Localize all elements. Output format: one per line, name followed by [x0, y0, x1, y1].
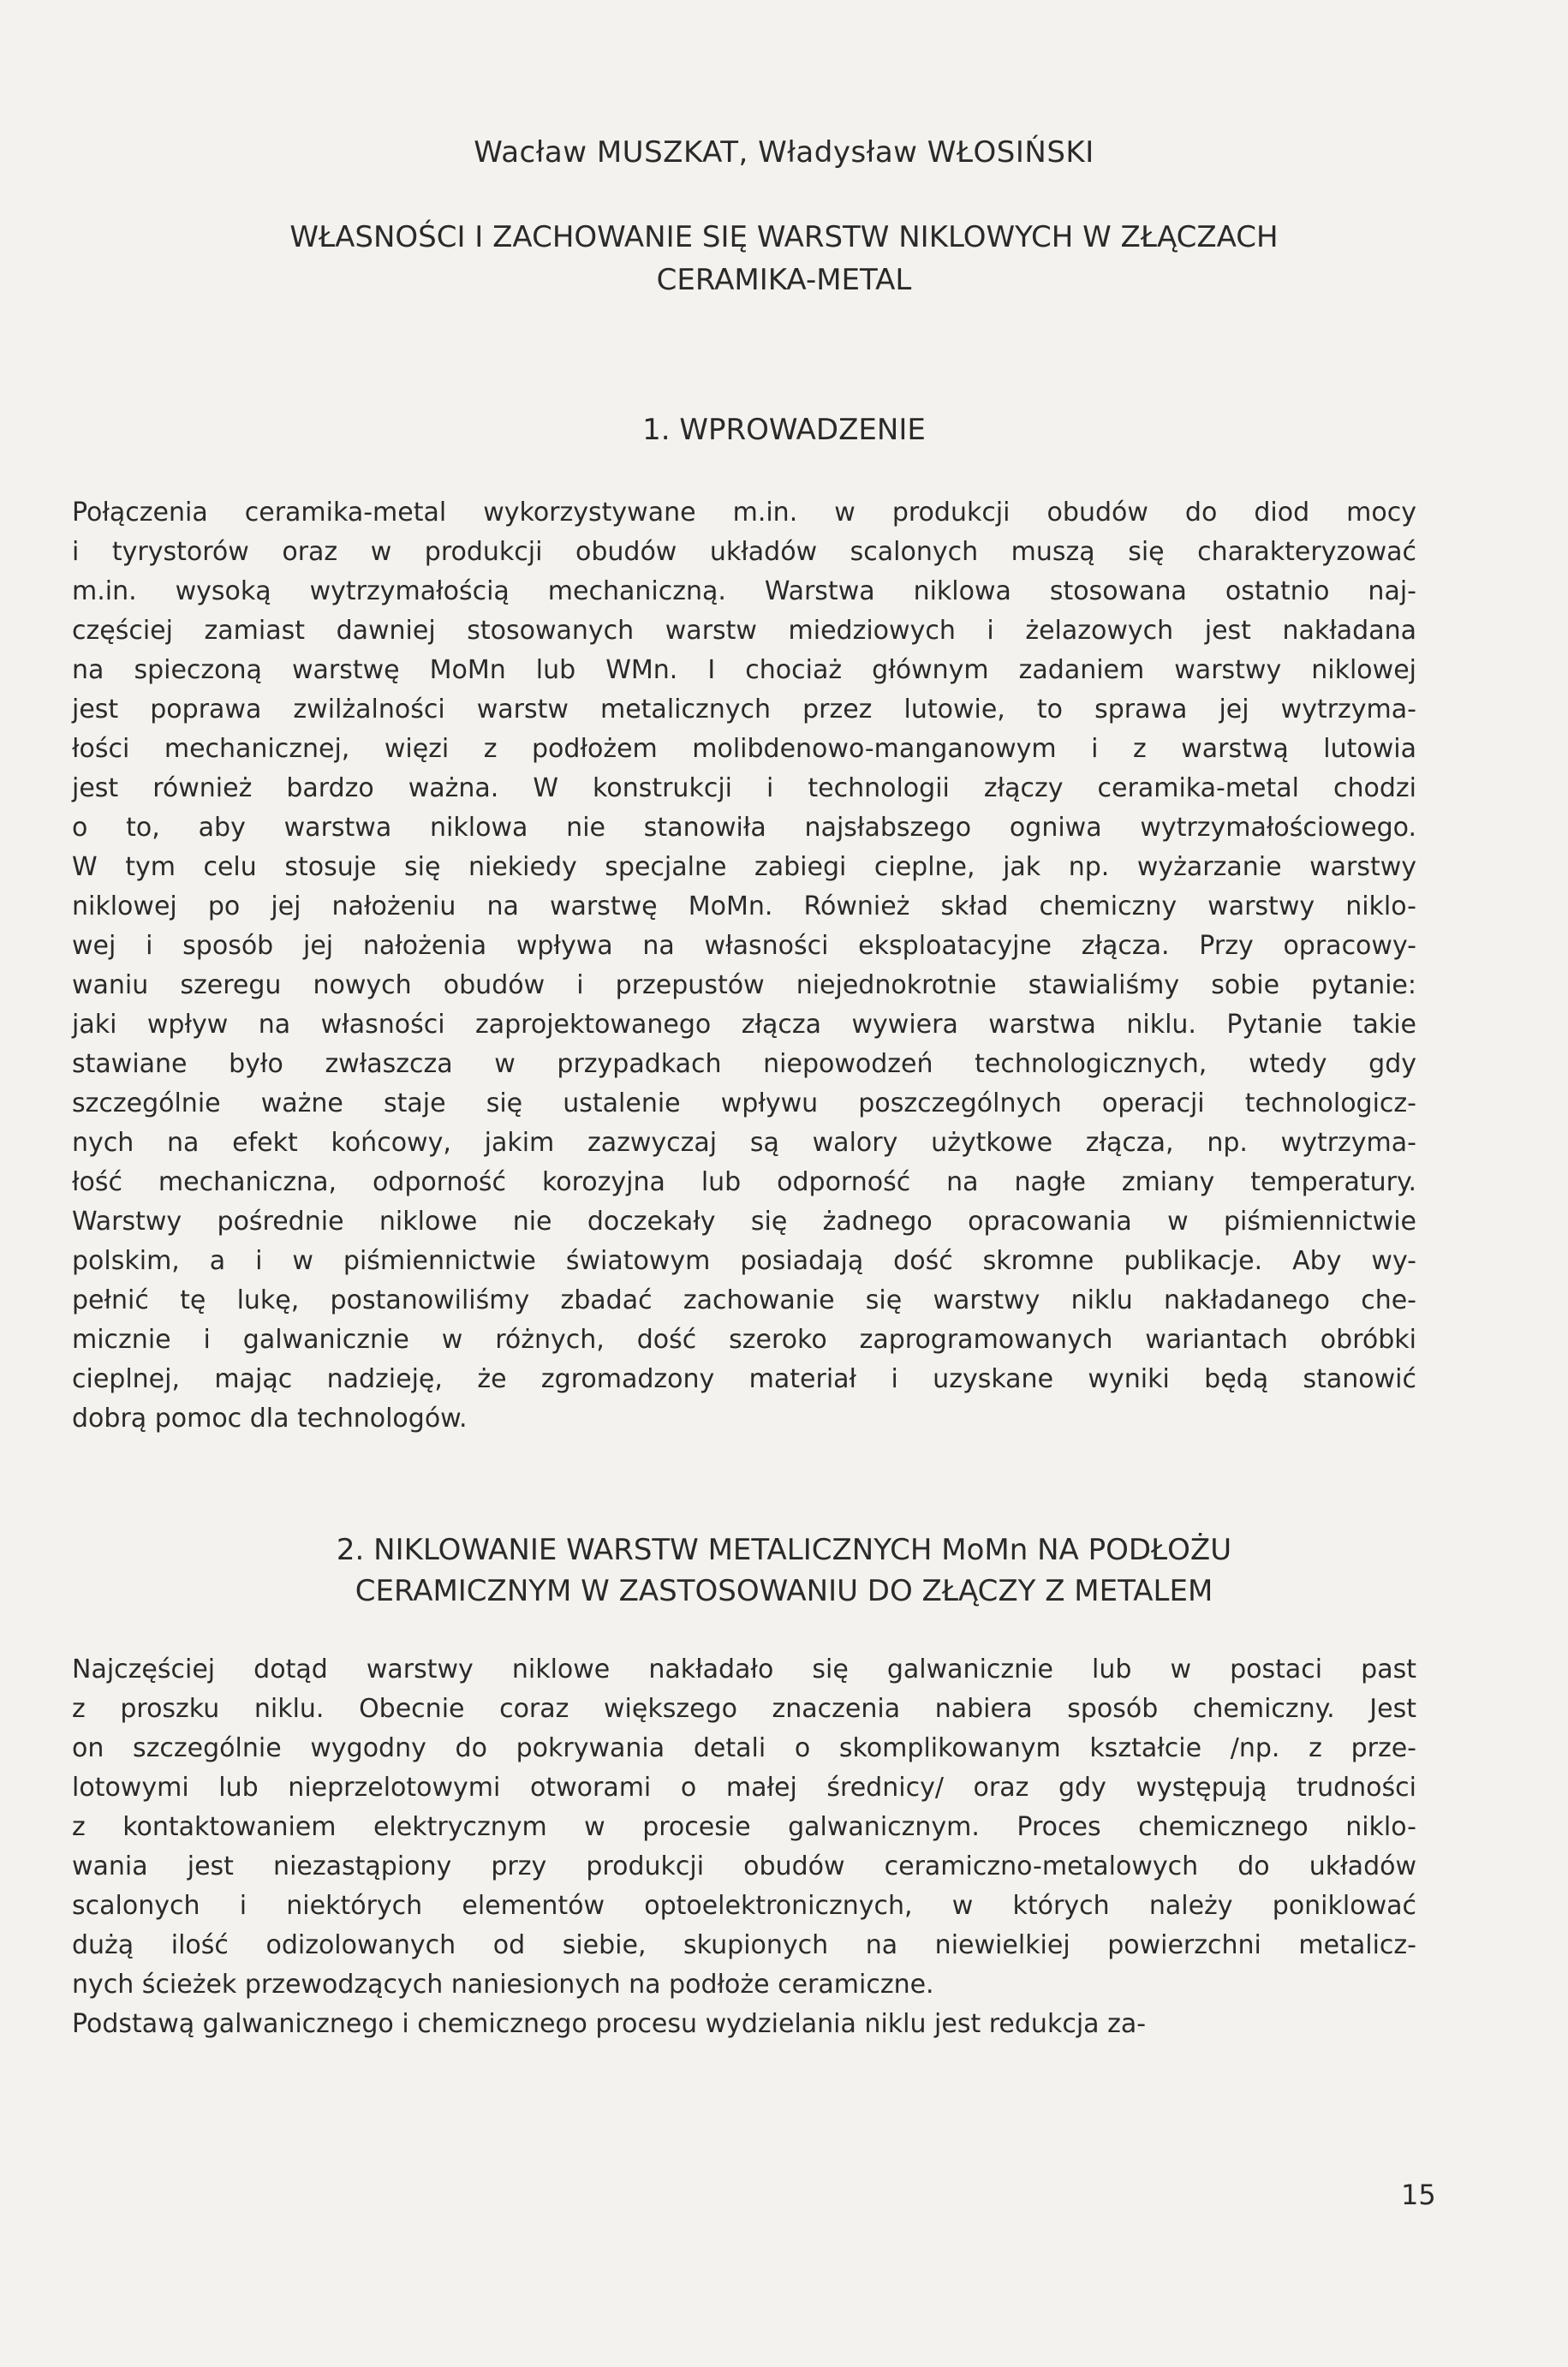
text-line: waniu szeregu nowych obudów i przepustów niejednokrotnie stawialiśmy sobie pytanie: — [72, 970, 1416, 1000]
text-line: o to, aby warstwa niklowa nie stanowiła najsłabszego ogniwa wytrzymałościowego. — [72, 813, 1416, 843]
text-line: łości mechanicznej, więzi z podłożem molibdenowo-manganowym i z warstwą lutowia — [72, 734, 1416, 764]
text-line: nych ścieżek przewodzących naniesionych na podłoże ceramiczne. — [72, 1970, 934, 2000]
paper-title — [0, 216, 1568, 301]
text-line: Najczęściej dotąd warstwy niklowe nakładało się galwanicznie lub w postaci past — [72, 1655, 1416, 1684]
text-line: i tyrystorów oraz w produkcji obudów układów scalonych muszą się charakteryzować — [72, 537, 1416, 567]
text-line: jaki wpływ na własności zaprojektowanego złącza wywiera warstwa niklu. Pytanie takie — [72, 1010, 1416, 1040]
section-2-body — [72, 1650, 1416, 2044]
text-line: z kontaktowaniem elektrycznym w procesie galwanicznym. Proces chemicznego niklo- — [72, 1812, 1416, 1842]
text-line: niklowej po jej nałożeniu na warstwę MoMn. Również skład chemiczny warstwy niklo- — [72, 891, 1416, 921]
text-line: dobrą pomoc dla technologów. — [72, 1404, 468, 1434]
text-line: scalonych i niektórych elementów optoelektronicznych, w których należy poniklować — [72, 1891, 1416, 1921]
section-1-body — [72, 493, 1416, 1439]
section-2-heading — [0, 1529, 1568, 1612]
text-line: cieplnej, mając nadzieję, że zgromadzony materiał i uzyskane wyniki będą stanowić — [72, 1364, 1416, 1394]
text-line: dużą ilość odizolowanych od siebie, skupionych na niewielkiej powierzchni metalicz- — [72, 1930, 1416, 1960]
text-line: jest również bardzo ważna. W konstrukcji i technologii złączy ceramika-metal chodzi — [72, 773, 1416, 803]
page-number: 15 — [1401, 2179, 1436, 2211]
section-1-heading: 1. WPROWADZENIE — [642, 413, 926, 447]
section-2-heading-line: 2. NIKLOWANIE WARSTW METALICZNYCH MoMn NA PODŁOŻU — [336, 1533, 1232, 1567]
text-line: W tym celu stosuje się niekiedy specjalne zabiegi cieplne, jak np. wyżarzanie warstwy — [72, 852, 1416, 882]
text-line: on szczególnie wygodny do pokrywania detali o skomplikowanym kształcie /np. z prze- — [72, 1733, 1416, 1763]
section-2-heading-line: CERAMICZNYM W ZASTOSOWANIU DO ZŁĄCZY Z METALEM — [355, 1574, 1213, 1608]
text-line: wania jest niezastąpiony przy produkcji obudów ceramiczno-metalowych do układów — [72, 1851, 1416, 1881]
title-line: WŁASNOŚCI I ZACHOWANIE SIĘ WARSTW NIKLOWYCH W ZŁĄCZACH — [289, 220, 1279, 254]
text-line: Warstwy pośrednie niklowe nie doczekały się żadnego opracowania w piśmiennictwie — [72, 1207, 1416, 1237]
text-line: lotowymi lub nieprzelotowymi otworami o małej średnicy/ oraz gdy występują trudności — [72, 1773, 1416, 1803]
text-line: m.in. wysoką wytrzymałością mechaniczną. Warstwa niklowa stosowana ostatnio naj- — [72, 576, 1416, 606]
text-line: z proszku niklu. Obecnie coraz większego znaczenia nabiera sposób chemiczny. Jest — [72, 1694, 1416, 1724]
text-line: szczególnie ważne staje się ustalenie wpływu poszczególnych operacji technologicz- — [72, 1088, 1416, 1118]
text-line: micznie i galwanicznie w różnych, dość szeroko zaprogramowanych wariantach obróbki — [72, 1325, 1416, 1355]
text-line: Podstawą galwanicznego i chemicznego procesu wydzielania niklu jest redukcja za- — [72, 2009, 1147, 2039]
title-line: CERAMIKA-METAL — [656, 263, 912, 297]
text-line: jest poprawa zwilżalności warstw metalicznych przez lutowie, to sprawa jej wytrzyma- — [72, 695, 1416, 724]
text-line: pełnić tę lukę, postanowiliśmy zbadać zachowanie się warstwy niklu nakładanego che- — [72, 1285, 1416, 1315]
authors: Wacław MUSZKAT, Władysław WŁOSIŃSKI — [474, 135, 1094, 170]
text-line: stawiane było zwłaszcza w przypadkach niepowodzeń technologicznych, wtedy gdy — [72, 1049, 1416, 1079]
text-line: polskim, a i w piśmiennictwie światowym posiadają dość skromne publikacje. Aby wy- — [72, 1246, 1416, 1276]
text-line: na spieczoną warstwę MoMn lub WMn. I chociaż głównym zadaniem warstwy niklowej — [72, 655, 1416, 685]
text-line: łość mechaniczna, odporność korozyjna lub odporność na nagłe zmiany temperatury. — [72, 1167, 1416, 1197]
text-line: wej i sposób jej nałożenia wpływa na własności eksploatacyjne złącza. Przy opracowy- — [72, 931, 1416, 961]
text-line: nych na efekt końcowy, jakim zazwyczaj są walory użytkowe złącza, np. wytrzyma- — [72, 1128, 1416, 1158]
text-line: częściej zamiast dawniej stosowanych warstw miedziowych i żelazowych jest nakładana — [72, 616, 1416, 646]
text-line: Połączenia ceramika-metal wykorzystywane m.in. w produkcji obudów do diod mocy — [72, 498, 1416, 528]
